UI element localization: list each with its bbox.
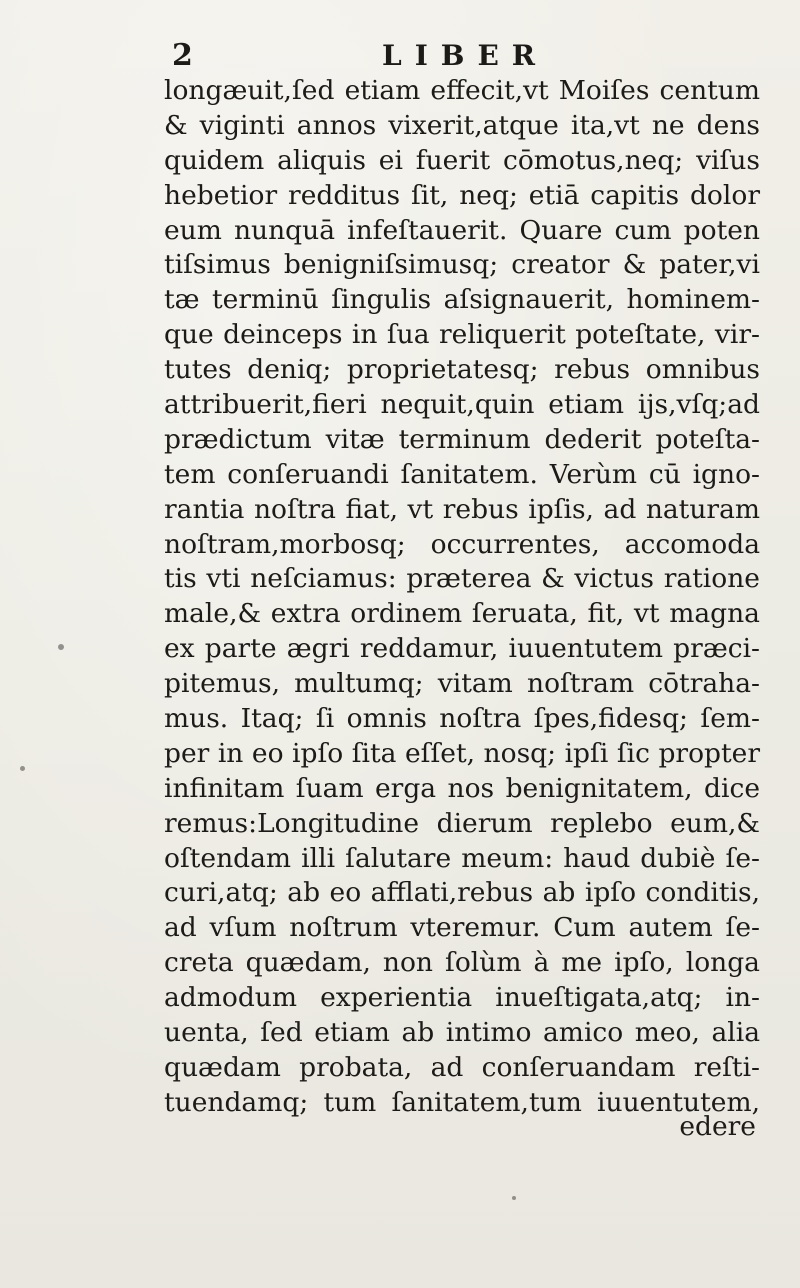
text-line: pitemus, multumq; vitam noſtram cōtraha- (164, 668, 760, 700)
text-line: tuendamq; tum ſanitatem,tum iuuentutem, (164, 1086, 760, 1118)
text-line: mus. Itaq; ſi omnis noſtra ſpes,fidesq; ſem- (164, 703, 760, 735)
text-line: tiſsimus benigniſsimusq; creator & pater,vi (164, 249, 760, 281)
text-line: tis vti neſciamus: præterea & victus ratione (164, 563, 760, 595)
catchword: edere (679, 1111, 756, 1142)
text-line: ad vſum noſtrum vteremur. Cum autem ſe- (164, 912, 760, 944)
paper-speck (58, 644, 64, 650)
text-line: attribuerit,fieri nequit,quin etiam ijs,vſq;ad (164, 389, 760, 421)
text-line: prædictum vitæ terminum dederit poteſta- (164, 423, 760, 455)
text-line: quædam probata, ad conſeruandam reſti- (164, 1051, 760, 1083)
text-line: longæuit,ſed etiam effecit,vt Moiſes centum (164, 75, 760, 106)
text-line: oſtendam illi ſalutare meum: haud dubiè ſe- (164, 842, 760, 874)
text-line: per in eo ipſo ſita eſſet, nosq; ipſi ſic propter (164, 737, 760, 769)
text-line: ex parte ægri reddamur, iuuentutem præci- (164, 633, 760, 665)
text-line: noſtram,morbosq; occurrentes, accomoda (164, 528, 760, 560)
text-line: infinitam ſuam erga nos benignitatem, dice (164, 772, 760, 804)
running-head: LIBER (382, 39, 549, 72)
page-number: 2 (172, 38, 193, 73)
text-line: uenta, ſed etiam ab intimo amico meo, alia (164, 1017, 760, 1049)
page-header (172, 36, 612, 76)
text-line: rantia noſtra fiat, vt rebus ipſis, ad naturam (164, 493, 760, 525)
text-line: tutes deniq; proprietatesq; rebus omnibus (164, 354, 760, 386)
body-text (164, 74, 760, 1121)
text-line: admodum experientia inueſtigata,atq; in- (164, 982, 760, 1014)
text-line: tæ terminū ſingulis aſsignauerit, hominem- (164, 284, 760, 316)
text-line: male,& extra ordinem ſeruata, fit, vt magna (164, 598, 760, 630)
text-line: tem conſeruandi ſanitatem. Verùm cū igno- (164, 458, 760, 490)
text-line: quidem aliquis ei fuerit cōmotus,neq; viſus (164, 144, 760, 176)
paper-speck (512, 1196, 516, 1200)
paper-speck (20, 766, 25, 771)
text-line: eum nunquā infeſtauerit. Quare cum poten (164, 214, 760, 246)
text-line: curi,atq; ab eo afflati,rebus ab ipſo conditis, (164, 877, 760, 909)
text-line: remus:Longitudine dierum replebo eum,& (164, 807, 760, 839)
text-line: hebetior redditus ſit, neq; etiā capitis dolor (164, 179, 760, 211)
text-line: creta quædam, non ſolùm à me ipſo, longa (164, 947, 760, 979)
text-line: & viginti annos vixerit,atque ita,vt ne dens (164, 109, 760, 141)
text-line: que deinceps in ſua reliquerit poteſtate, vir- (164, 319, 760, 351)
